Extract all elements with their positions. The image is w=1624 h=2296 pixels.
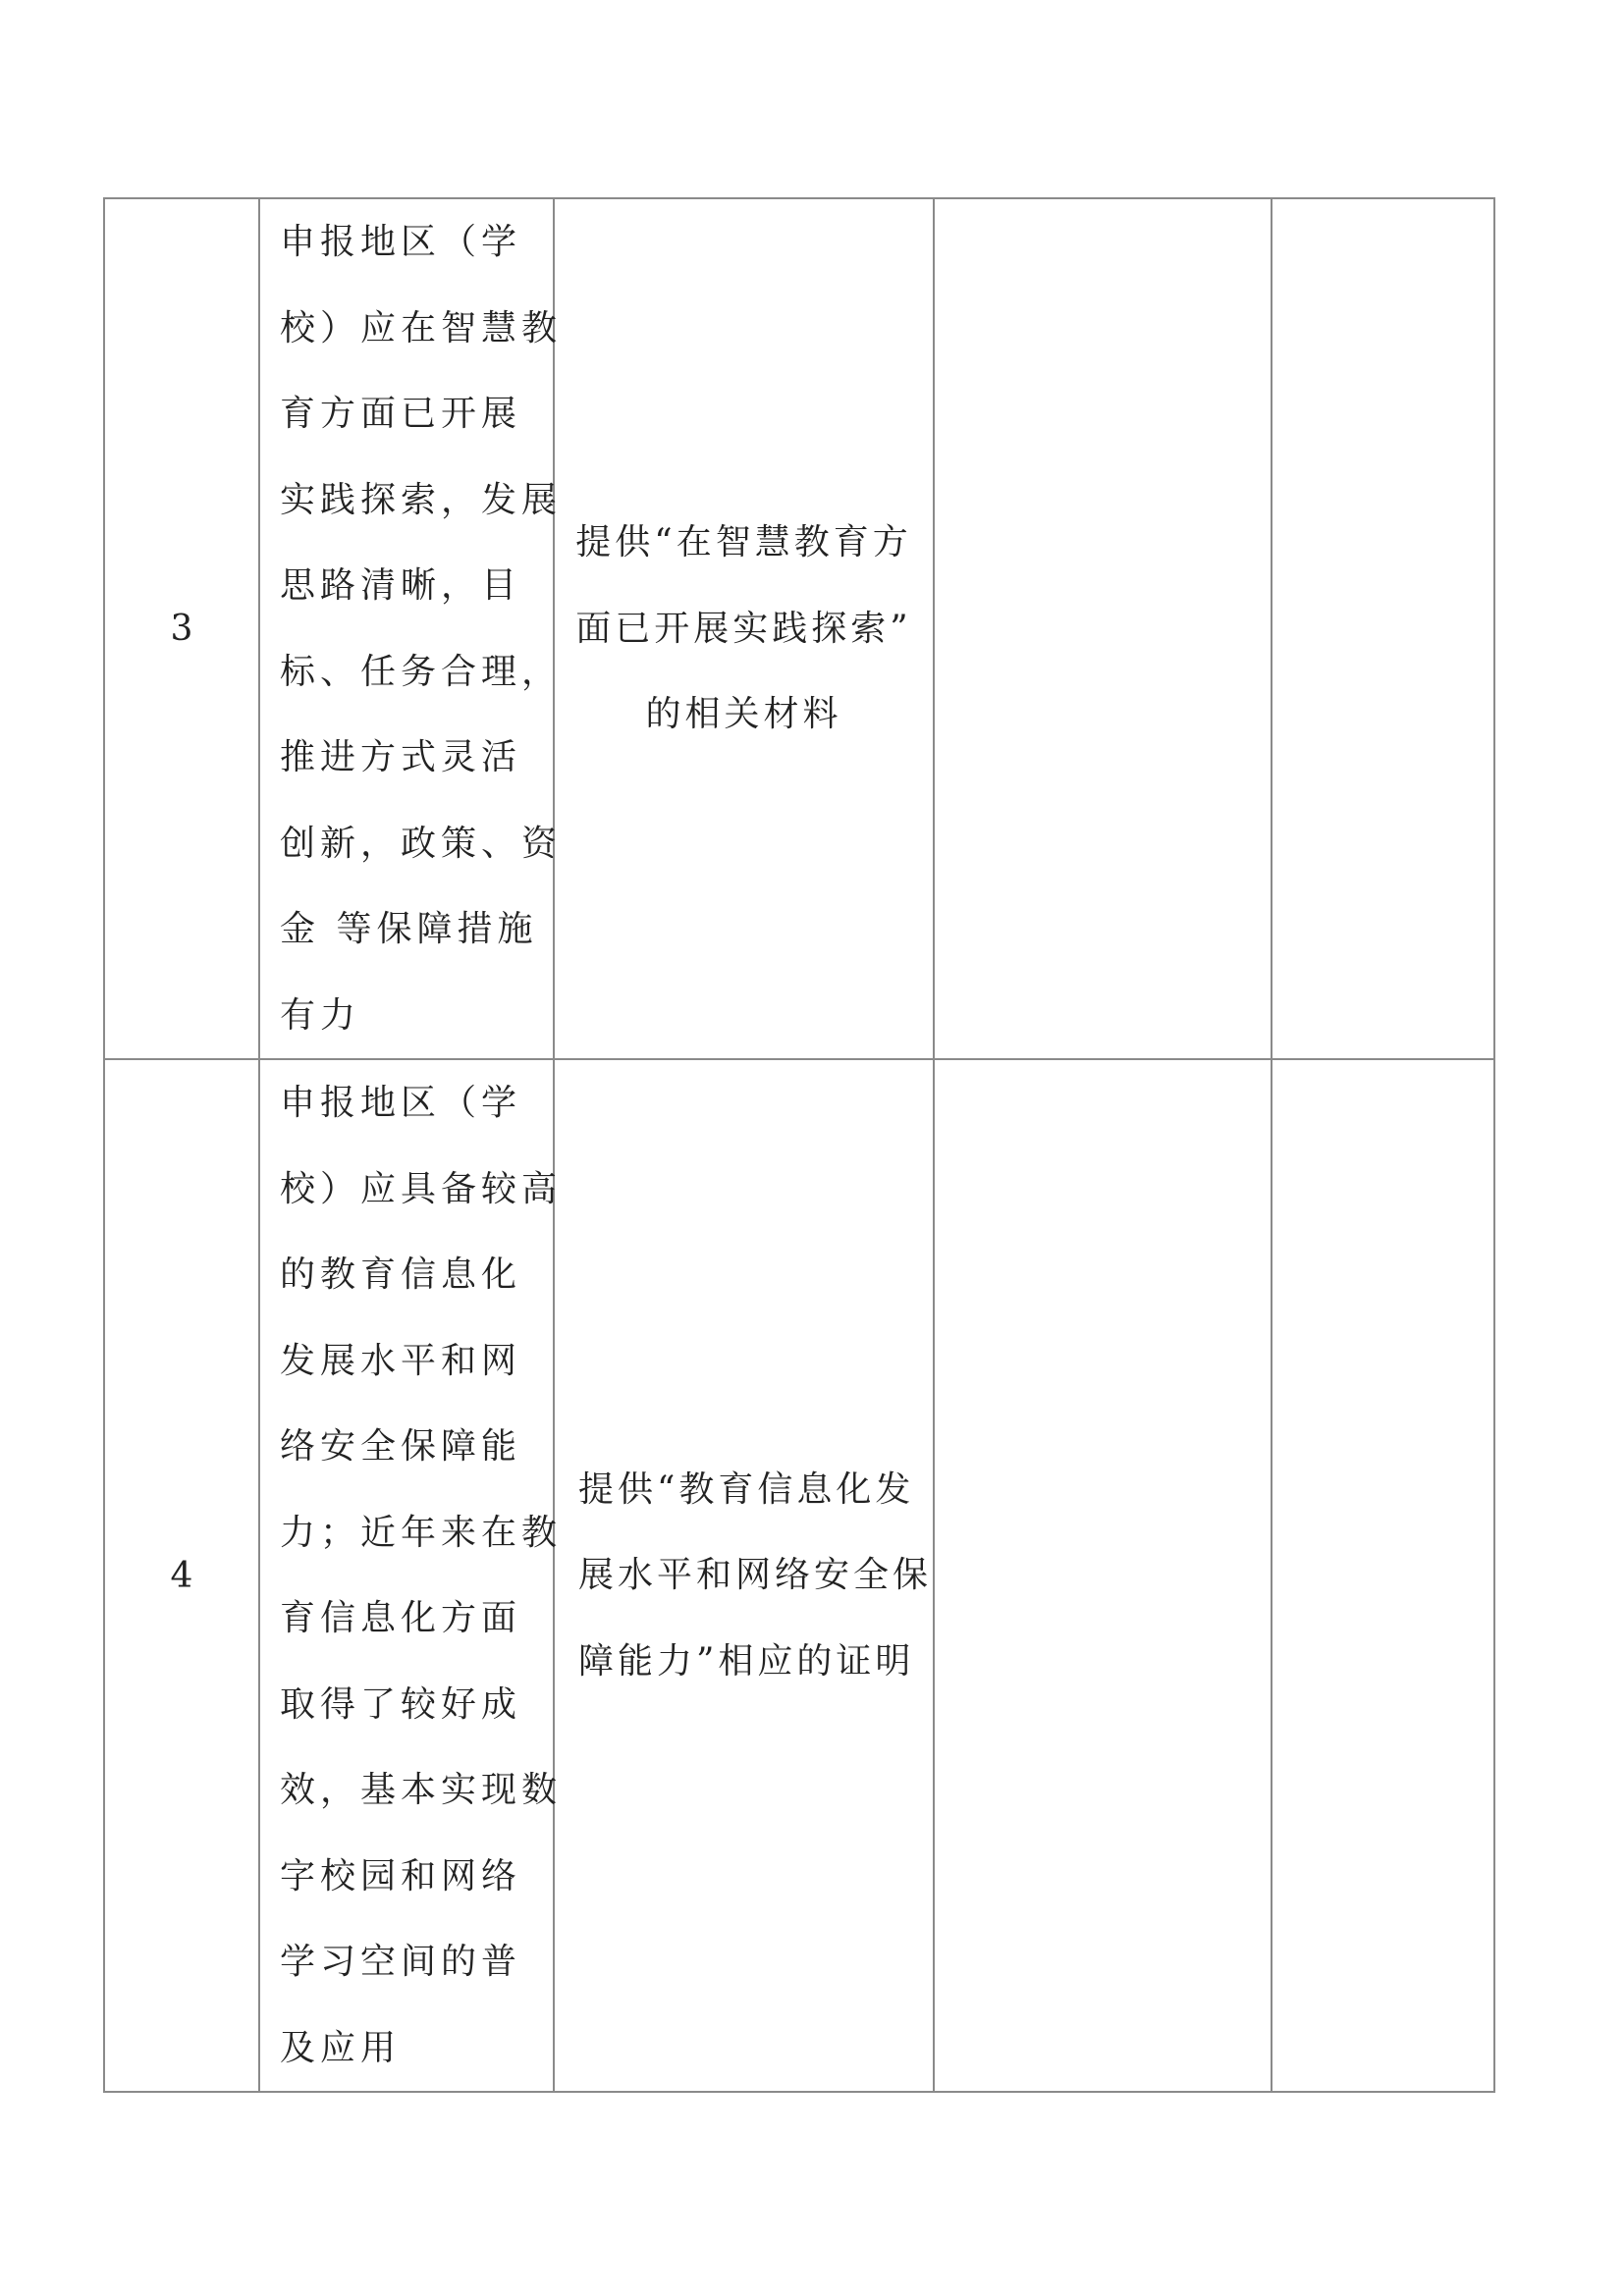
material-cell [554,198,934,1059]
material-line: 提供“在智慧教育方 [575,522,912,563]
empty-cell[interactable] [934,1059,1272,2092]
requirement-line: 标、任务合理， [280,651,563,692]
requirement-line: 创新，政策、资 [280,823,563,864]
material-line: 提供“教育信息化发 [578,1468,915,1510]
empty-cell[interactable] [934,198,1272,1059]
requirement-line: 力；近年来在教 [280,1512,563,1553]
requirement-line: 校）应在智慧教 [280,307,563,348]
requirement-line: 发展水平和网 [280,1340,522,1381]
requirement-line: 实践探索，发展 [280,479,563,520]
row-number-cell: 4 [104,1059,259,2092]
requirement-line: 效，基本实现数 [280,1770,563,1810]
requirement-line: 取得了较好成 [280,1683,522,1725]
requirement-line: 学习空间的普 [280,1942,522,1982]
requirement-line: 有力 [280,994,361,1036]
requirement-cell [259,1059,563,2092]
requirement-line: 育方面已开展 [280,394,522,434]
material-line: 障能力”相应的证明 [578,1640,915,1682]
requirement-line: 申报地区（学 [280,222,522,262]
requirement-line: 育信息化方面 [280,1598,522,1638]
requirement-line: 申报地区（学 [280,1083,522,1123]
requirement-line: 校）应具备较高 [280,1168,563,1209]
material-line: 的相关材料 [645,694,842,735]
requirement-line: 及应用 [280,2027,402,2068]
table-row [104,1059,1494,2092]
requirement-line: 思路清晰，目 [280,565,522,606]
requirements-table [103,197,1495,2093]
material-cell [554,1059,934,2092]
requirement-line: 络安全保障能 [280,1426,522,1467]
requirement-line: 推进方式灵活 [280,737,522,777]
requirement-cell [259,198,563,1059]
table-row [104,198,1494,1059]
requirement-line: 字校园和网络 [280,1855,522,1896]
empty-cell[interactable] [1272,1059,1494,2092]
requirement-line: 的教育信息化 [280,1255,522,1295]
material-line: 面已开展实践探索” [575,608,912,649]
empty-cell[interactable] [1272,198,1494,1059]
material-line: 展水平和网络安全保 [578,1555,933,1596]
row-number-cell: 3 [104,198,259,1059]
requirement-line: 金 等保障措施 [280,909,538,949]
